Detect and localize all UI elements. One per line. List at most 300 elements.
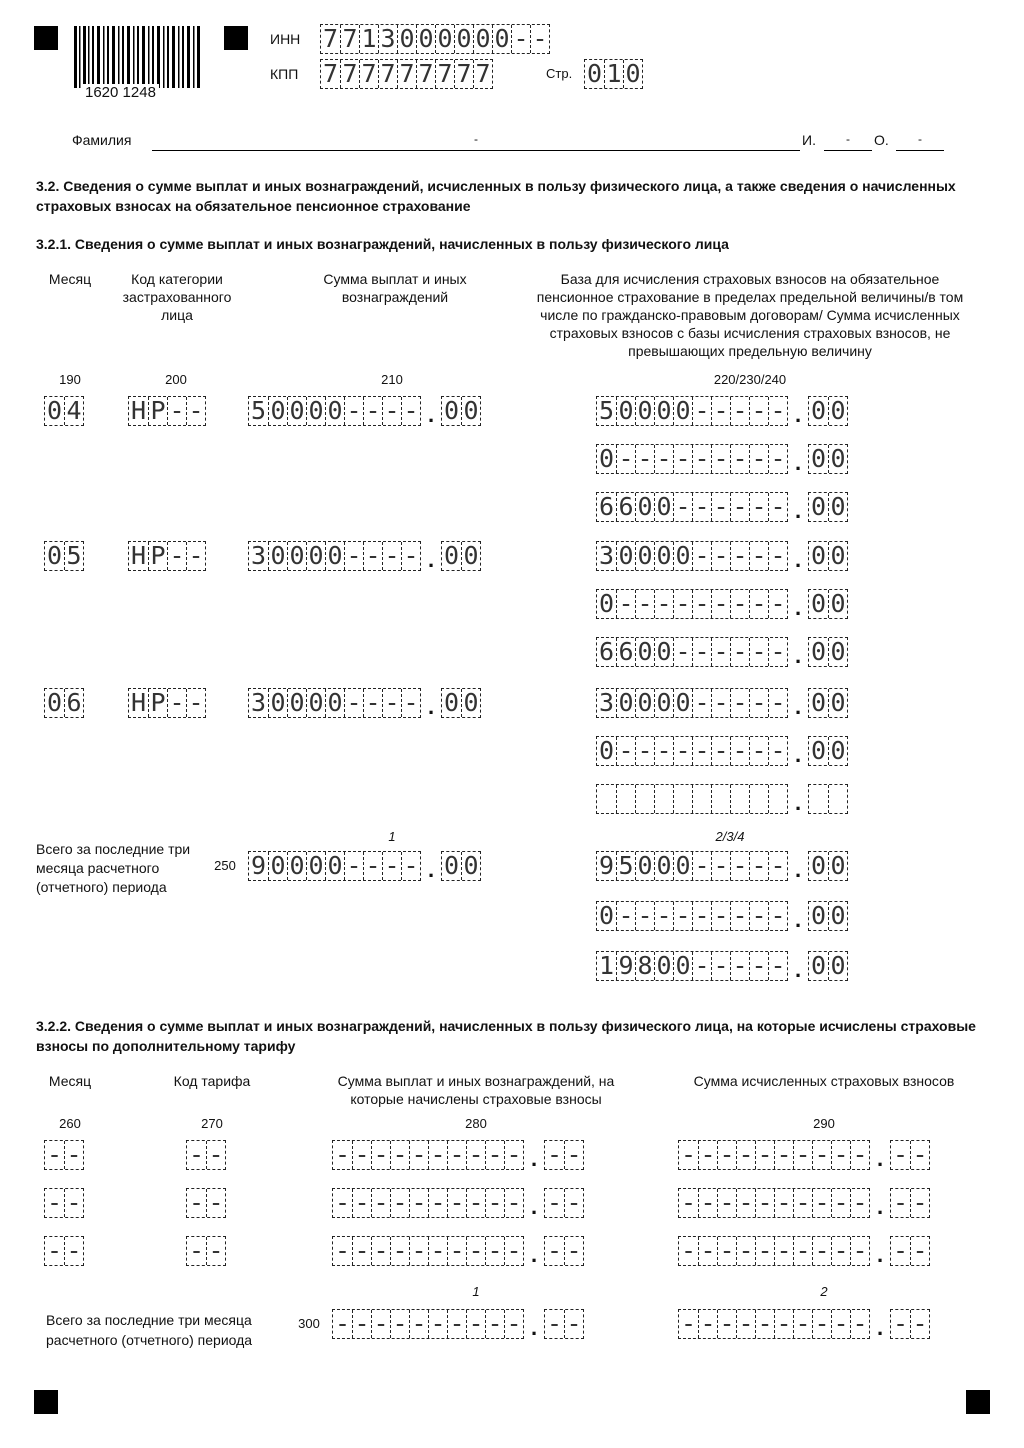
digit-cell[interactable]: - xyxy=(692,638,711,666)
initial-o-field[interactable]: - xyxy=(896,132,944,151)
digit-cell[interactable]: - xyxy=(673,493,692,521)
digit-cell[interactable]: - xyxy=(167,542,186,570)
add-tariff-month-field[interactable] xyxy=(44,1234,84,1266)
base-field-2[interactable] xyxy=(596,734,848,766)
digit-cell[interactable]: - xyxy=(46,1188,63,1217)
digit-cell[interactable]: - xyxy=(736,1141,755,1169)
digit-cell[interactable]: 0 xyxy=(306,397,325,425)
digit-cell[interactable]: - xyxy=(749,493,768,521)
month-field[interactable] xyxy=(44,539,84,571)
digit-cell[interactable]: 0 xyxy=(623,60,642,88)
digit-cell[interactable]: 0 xyxy=(810,851,827,880)
digit-cell[interactable]: - xyxy=(717,1237,736,1265)
digit-cell[interactable]: 0 xyxy=(492,25,511,53)
digit-cell[interactable] xyxy=(692,785,711,813)
digit-cell[interactable]: - xyxy=(692,493,711,521)
digit-cell[interactable]: Р xyxy=(148,542,167,570)
digit-cell[interactable]: 5 xyxy=(598,396,615,425)
digit-cell[interactable]: - xyxy=(793,1310,812,1338)
digit-cell[interactable]: - xyxy=(504,1310,523,1338)
contribution-sum-field[interactable] xyxy=(678,1234,930,1266)
digit-cell[interactable]: - xyxy=(892,1309,909,1338)
digit-cell[interactable]: - xyxy=(698,1237,717,1265)
base-field-3[interactable] xyxy=(596,635,848,667)
digit-cell[interactable]: - xyxy=(466,1237,485,1265)
digit-cell[interactable]: - xyxy=(382,852,401,880)
digit-cell[interactable]: - xyxy=(755,1310,774,1338)
digit-cell[interactable]: - xyxy=(831,1237,850,1265)
digit-cell[interactable]: - xyxy=(352,1237,371,1265)
digit-cell[interactable] xyxy=(616,785,635,813)
digit-cell[interactable]: - xyxy=(616,737,635,765)
digit-cell[interactable]: - xyxy=(749,542,768,570)
digit-cell[interactable]: - xyxy=(167,689,186,717)
digit-cell[interactable]: - xyxy=(717,1141,736,1169)
contribution-sum-field[interactable] xyxy=(678,1186,930,1218)
inn-field[interactable] xyxy=(320,22,550,54)
digit-cell[interactable]: 0 xyxy=(46,396,63,425)
digit-cell[interactable]: - xyxy=(363,852,382,880)
digit-cell[interactable]: 0 xyxy=(616,542,635,570)
digit-cell[interactable]: - xyxy=(64,1237,83,1265)
digit-cell[interactable]: - xyxy=(352,1310,371,1338)
digit-cell[interactable]: Р xyxy=(148,689,167,717)
digit-cell[interactable]: - xyxy=(892,1236,909,1265)
digit-cell[interactable]: - xyxy=(564,1237,583,1265)
digit-cell[interactable]: - xyxy=(711,493,730,521)
digit-cell[interactable]: 3 xyxy=(598,541,615,570)
digit-cell[interactable]: - xyxy=(910,1310,929,1338)
digit-cell[interactable]: 0 xyxy=(810,688,827,717)
digit-cell[interactable]: 0 xyxy=(397,25,416,53)
digit-cell[interactable]: - xyxy=(673,590,692,618)
digit-cell[interactable]: - xyxy=(730,445,749,473)
digit-cell[interactable]: - xyxy=(673,737,692,765)
digit-cell[interactable] xyxy=(635,785,654,813)
digit-cell[interactable]: 0 xyxy=(325,689,344,717)
digit-cell[interactable]: - xyxy=(774,1310,793,1338)
payment-sum-field[interactable] xyxy=(248,539,481,571)
digit-cell[interactable]: 0 xyxy=(473,25,492,53)
digit-cell[interactable]: 0 xyxy=(828,737,847,765)
digit-cell[interactable]: 7 xyxy=(359,60,378,88)
digit-cell[interactable]: - xyxy=(768,638,787,666)
digit-cell[interactable]: - xyxy=(831,1310,850,1338)
total-payment-sum-field[interactable] xyxy=(248,849,481,881)
digit-cell[interactable]: - xyxy=(711,542,730,570)
digit-cell[interactable]: 0 xyxy=(673,397,692,425)
total-base-field-3[interactable] xyxy=(596,949,848,981)
digit-cell[interactable]: - xyxy=(673,902,692,930)
digit-cell[interactable]: - xyxy=(812,1237,831,1265)
digit-cell[interactable]: - xyxy=(755,1237,774,1265)
digit-cell[interactable]: 0 xyxy=(828,542,847,570)
digit-cell[interactable]: - xyxy=(546,1140,563,1169)
digit-cell[interactable]: - xyxy=(749,397,768,425)
digit-cell[interactable]: - xyxy=(188,1236,205,1265)
digit-cell[interactable]: - xyxy=(64,1189,83,1217)
digit-cell[interactable]: - xyxy=(466,1141,485,1169)
digit-cell[interactable]: - xyxy=(616,902,635,930)
add-tariff-sum-field[interactable] xyxy=(332,1234,584,1266)
digit-cell[interactable]: 7 xyxy=(378,60,397,88)
add-tariff-month-field[interactable] xyxy=(44,1186,84,1218)
digit-cell[interactable]: - xyxy=(749,445,768,473)
digit-cell[interactable]: 0 xyxy=(810,901,827,930)
digit-cell[interactable]: - xyxy=(692,737,711,765)
digit-cell[interactable]: - xyxy=(698,1189,717,1217)
digit-cell[interactable]: - xyxy=(730,590,749,618)
digit-cell[interactable]: 0 xyxy=(287,397,306,425)
digit-cell[interactable]: - xyxy=(616,590,635,618)
digit-cell[interactable]: 9 xyxy=(616,952,635,980)
digit-cell[interactable]: - xyxy=(371,1237,390,1265)
contribution-sum-field[interactable] xyxy=(678,1138,930,1170)
digit-cell[interactable]: - xyxy=(363,397,382,425)
digit-cell[interactable] xyxy=(597,785,616,813)
digit-cell[interactable]: - xyxy=(635,902,654,930)
digit-cell[interactable]: 0 xyxy=(306,542,325,570)
digit-cell[interactable]: - xyxy=(654,445,673,473)
digit-cell[interactable]: - xyxy=(711,689,730,717)
digit-cell[interactable]: 4 xyxy=(64,397,83,425)
digit-cell[interactable]: 0 xyxy=(461,689,480,717)
total-base-field-1[interactable] xyxy=(596,849,848,881)
digit-cell[interactable]: - xyxy=(409,1237,428,1265)
digit-cell[interactable]: - xyxy=(401,852,420,880)
digit-cell[interactable]: - xyxy=(749,638,768,666)
digit-cell[interactable]: 7 xyxy=(435,60,454,88)
digit-cell[interactable]: 0 xyxy=(828,397,847,425)
digit-cell[interactable]: - xyxy=(774,1189,793,1217)
digit-cell[interactable] xyxy=(828,785,847,813)
total-add-tariff-sum-field[interactable] xyxy=(332,1307,584,1339)
digit-cell[interactable]: 0 xyxy=(810,396,827,425)
digit-cell[interactable]: - xyxy=(910,1189,929,1217)
tariff-code-field[interactable] xyxy=(186,1234,226,1266)
digit-cell[interactable]: 0 xyxy=(654,952,673,980)
digit-cell[interactable] xyxy=(730,785,749,813)
digit-cell[interactable]: - xyxy=(831,1189,850,1217)
digit-cell[interactable]: - xyxy=(711,852,730,880)
digit-cell[interactable]: - xyxy=(504,1189,523,1217)
digit-cell[interactable]: - xyxy=(692,397,711,425)
digit-cell[interactable]: 0 xyxy=(598,736,615,765)
base-field-3[interactable] xyxy=(596,490,848,522)
digit-cell[interactable]: - xyxy=(680,1188,697,1217)
digit-cell[interactable]: - xyxy=(749,737,768,765)
digit-cell[interactable]: - xyxy=(186,689,205,717)
digit-cell[interactable]: 7 xyxy=(322,24,339,53)
digit-cell[interactable]: - xyxy=(654,737,673,765)
digit-cell[interactable]: - xyxy=(749,590,768,618)
digit-cell[interactable]: - xyxy=(768,493,787,521)
digit-cell[interactable]: - xyxy=(188,1140,205,1169)
digit-cell[interactable]: - xyxy=(390,1310,409,1338)
digit-cell[interactable]: 0 xyxy=(673,852,692,880)
digit-cell[interactable]: - xyxy=(344,689,363,717)
add-tariff-sum-field[interactable] xyxy=(332,1138,584,1170)
digit-cell[interactable]: - xyxy=(692,902,711,930)
digit-cell[interactable]: Н xyxy=(130,541,147,570)
digit-cell[interactable]: - xyxy=(352,1141,371,1169)
digit-cell[interactable]: 0 xyxy=(828,445,847,473)
digit-cell[interactable]: 0 xyxy=(598,589,615,618)
digit-cell[interactable]: - xyxy=(768,902,787,930)
digit-cell[interactable]: - xyxy=(730,542,749,570)
digit-cell[interactable]: - xyxy=(564,1310,583,1338)
digit-cell[interactable]: 6 xyxy=(598,492,615,521)
digit-cell[interactable]: - xyxy=(188,1188,205,1217)
digit-cell[interactable]: - xyxy=(692,590,711,618)
digit-cell[interactable]: 7 xyxy=(322,59,339,88)
digit-cell[interactable]: 9 xyxy=(250,851,267,880)
digit-cell[interactable]: - xyxy=(428,1237,447,1265)
digit-cell[interactable]: 6 xyxy=(64,689,83,717)
digit-cell[interactable]: 1 xyxy=(598,951,615,980)
digit-cell[interactable]: 7 xyxy=(340,25,359,53)
digit-cell[interactable]: 0 xyxy=(810,637,827,666)
digit-cell[interactable]: 0 xyxy=(306,852,325,880)
digit-cell[interactable]: - xyxy=(546,1188,563,1217)
digit-cell[interactable]: - xyxy=(692,445,711,473)
digit-cell[interactable]: 0 xyxy=(635,638,654,666)
digit-cell[interactable]: 0 xyxy=(46,688,63,717)
digit-cell[interactable]: - xyxy=(730,397,749,425)
digit-cell[interactable]: - xyxy=(546,1309,563,1338)
digit-cell[interactable]: 0 xyxy=(635,493,654,521)
digit-cell[interactable]: 6 xyxy=(598,637,615,666)
digit-cell[interactable]: - xyxy=(352,1189,371,1217)
digit-cell[interactable]: - xyxy=(206,1189,225,1217)
digit-cell[interactable]: - xyxy=(654,590,673,618)
digit-cell[interactable]: - xyxy=(711,445,730,473)
digit-cell[interactable] xyxy=(768,785,787,813)
base-field-1[interactable] xyxy=(596,686,848,718)
digit-cell[interactable]: - xyxy=(635,445,654,473)
digit-cell[interactable]: - xyxy=(409,1141,428,1169)
digit-cell[interactable]: - xyxy=(390,1189,409,1217)
digit-cell[interactable]: - xyxy=(64,1141,83,1169)
digit-cell[interactable]: 0 xyxy=(325,852,344,880)
digit-cell[interactable]: - xyxy=(680,1309,697,1338)
digit-cell[interactable]: 8 xyxy=(635,952,654,980)
digit-cell[interactable]: - xyxy=(344,397,363,425)
tariff-code-field[interactable] xyxy=(186,1138,226,1170)
digit-cell[interactable]: 0 xyxy=(287,542,306,570)
digit-cell[interactable]: 0 xyxy=(828,590,847,618)
digit-cell[interactable]: - xyxy=(768,952,787,980)
total-base-field-2[interactable] xyxy=(596,899,848,931)
digit-cell[interactable]: - xyxy=(768,852,787,880)
digit-cell[interactable]: 0 xyxy=(810,589,827,618)
surname-field[interactable]: - xyxy=(152,132,800,151)
digit-cell[interactable]: 0 xyxy=(654,689,673,717)
digit-cell[interactable]: - xyxy=(344,542,363,570)
digit-cell[interactable]: - xyxy=(401,397,420,425)
digit-cell[interactable]: - xyxy=(334,1140,351,1169)
digit-cell[interactable]: - xyxy=(680,1140,697,1169)
digit-cell[interactable]: - xyxy=(910,1141,929,1169)
digit-cell[interactable]: - xyxy=(850,1237,869,1265)
digit-cell[interactable] xyxy=(711,785,730,813)
digit-cell[interactable]: - xyxy=(730,689,749,717)
digit-cell[interactable]: - xyxy=(730,737,749,765)
digit-cell[interactable]: 3 xyxy=(250,688,267,717)
digit-cell[interactable]: - xyxy=(850,1310,869,1338)
digit-cell[interactable]: - xyxy=(409,1310,428,1338)
digit-cell[interactable]: 6 xyxy=(616,638,635,666)
digit-cell[interactable]: 0 xyxy=(416,25,435,53)
digit-cell[interactable]: 1 xyxy=(604,60,623,88)
digit-cell[interactable]: 0 xyxy=(828,852,847,880)
digit-cell[interactable]: 0 xyxy=(828,952,847,980)
digit-cell[interactable]: - xyxy=(831,1141,850,1169)
category-code-field[interactable] xyxy=(128,539,206,571)
digit-cell[interactable]: - xyxy=(711,590,730,618)
digit-cell[interactable]: 0 xyxy=(598,901,615,930)
digit-cell[interactable] xyxy=(749,785,768,813)
digit-cell[interactable]: 0 xyxy=(454,25,473,53)
digit-cell[interactable]: 0 xyxy=(443,396,460,425)
total-contribution-sum-field[interactable] xyxy=(678,1307,930,1339)
tariff-code-field[interactable] xyxy=(186,1186,226,1218)
digit-cell[interactable]: - xyxy=(711,737,730,765)
digit-cell[interactable]: - xyxy=(673,445,692,473)
digit-cell[interactable]: 0 xyxy=(828,638,847,666)
digit-cell[interactable]: - xyxy=(485,1141,504,1169)
digit-cell[interactable]: - xyxy=(812,1310,831,1338)
digit-cell[interactable]: - xyxy=(768,445,787,473)
digit-cell[interactable]: - xyxy=(564,1189,583,1217)
digit-cell[interactable]: 0 xyxy=(287,689,306,717)
digit-cell[interactable]: 0 xyxy=(810,444,827,473)
digit-cell[interactable]: - xyxy=(447,1141,466,1169)
digit-cell[interactable]: 0 xyxy=(268,542,287,570)
digit-cell[interactable]: - xyxy=(616,445,635,473)
page-number-field[interactable] xyxy=(584,57,643,89)
digit-cell[interactable]: - xyxy=(466,1189,485,1217)
add-tariff-sum-field[interactable] xyxy=(332,1186,584,1218)
digit-cell[interactable]: - xyxy=(755,1189,774,1217)
digit-cell[interactable]: - xyxy=(711,902,730,930)
digit-cell[interactable]: - xyxy=(206,1141,225,1169)
digit-cell[interactable]: - xyxy=(466,1310,485,1338)
digit-cell[interactable]: 0 xyxy=(616,397,635,425)
digit-cell[interactable]: - xyxy=(409,1189,428,1217)
digit-cell[interactable]: - xyxy=(504,1141,523,1169)
digit-cell[interactable]: - xyxy=(680,1236,697,1265)
digit-cell[interactable]: 1 xyxy=(359,25,378,53)
digit-cell[interactable]: - xyxy=(793,1141,812,1169)
digit-cell[interactable]: 0 xyxy=(616,689,635,717)
digit-cell[interactable]: - xyxy=(749,852,768,880)
digit-cell[interactable]: 0 xyxy=(635,689,654,717)
digit-cell[interactable] xyxy=(809,785,828,813)
digit-cell[interactable]: 0 xyxy=(586,59,603,88)
digit-cell[interactable]: - xyxy=(654,902,673,930)
digit-cell[interactable]: - xyxy=(546,1236,563,1265)
digit-cell[interactable]: 9 xyxy=(598,851,615,880)
digit-cell[interactable]: 0 xyxy=(268,852,287,880)
payment-sum-field[interactable] xyxy=(248,686,481,718)
initial-i-field[interactable]: - xyxy=(824,132,872,151)
digit-cell[interactable]: 0 xyxy=(828,902,847,930)
digit-cell[interactable]: 3 xyxy=(378,25,397,53)
digit-cell[interactable]: 0 xyxy=(673,952,692,980)
digit-cell[interactable]: - xyxy=(768,737,787,765)
digit-cell[interactable]: - xyxy=(768,689,787,717)
category-code-field[interactable] xyxy=(128,686,206,718)
digit-cell[interactable]: - xyxy=(692,952,711,980)
digit-cell[interactable]: - xyxy=(186,397,205,425)
digit-cell[interactable]: - xyxy=(850,1189,869,1217)
digit-cell[interactable]: 0 xyxy=(654,542,673,570)
base-field-3[interactable] xyxy=(596,782,848,814)
digit-cell[interactable]: - xyxy=(774,1141,793,1169)
digit-cell[interactable]: - xyxy=(812,1141,831,1169)
digit-cell[interactable]: - xyxy=(401,542,420,570)
digit-cell[interactable]: - xyxy=(363,689,382,717)
digit-cell[interactable]: - xyxy=(793,1189,812,1217)
digit-cell[interactable]: - xyxy=(768,590,787,618)
digit-cell[interactable]: 0 xyxy=(810,492,827,521)
digit-cell[interactable]: - xyxy=(768,542,787,570)
digit-cell[interactable]: - xyxy=(730,902,749,930)
digit-cell[interactable]: 0 xyxy=(673,542,692,570)
digit-cell[interactable]: - xyxy=(530,25,549,53)
digit-cell[interactable]: - xyxy=(382,397,401,425)
digit-cell[interactable]: - xyxy=(717,1310,736,1338)
digit-cell[interactable]: 3 xyxy=(598,688,615,717)
digit-cell[interactable]: - xyxy=(730,638,749,666)
digit-cell[interactable]: - xyxy=(698,1310,717,1338)
digit-cell[interactable]: - xyxy=(692,852,711,880)
digit-cell[interactable]: - xyxy=(428,1189,447,1217)
digit-cell[interactable]: 7 xyxy=(397,60,416,88)
digit-cell[interactable]: 0 xyxy=(598,444,615,473)
digit-cell[interactable]: - xyxy=(755,1141,774,1169)
digit-cell[interactable]: 0 xyxy=(461,852,480,880)
digit-cell[interactable]: Н xyxy=(130,396,147,425)
digit-cell[interactable]: - xyxy=(768,397,787,425)
digit-cell[interactable]: - xyxy=(635,737,654,765)
digit-cell[interactable]: - xyxy=(371,1310,390,1338)
digit-cell[interactable]: 7 xyxy=(473,60,492,88)
digit-cell[interactable]: 0 xyxy=(461,397,480,425)
base-field-1[interactable] xyxy=(596,394,848,426)
digit-cell[interactable]: - xyxy=(485,1189,504,1217)
digit-cell[interactable]: - xyxy=(711,638,730,666)
digit-cell[interactable]: 6 xyxy=(616,493,635,521)
digit-cell[interactable]: 0 xyxy=(443,688,460,717)
digit-cell[interactable]: - xyxy=(344,852,363,880)
kpp-field[interactable] xyxy=(320,57,493,89)
digit-cell[interactable]: 0 xyxy=(828,689,847,717)
digit-cell[interactable]: 0 xyxy=(635,397,654,425)
digit-cell[interactable]: 0 xyxy=(435,25,454,53)
digit-cell[interactable]: 0 xyxy=(654,493,673,521)
digit-cell[interactable]: - xyxy=(428,1141,447,1169)
digit-cell[interactable]: - xyxy=(206,1237,225,1265)
digit-cell[interactable]: - xyxy=(504,1237,523,1265)
digit-cell[interactable]: - xyxy=(186,542,205,570)
digit-cell[interactable]: 0 xyxy=(828,493,847,521)
digit-cell[interactable]: 0 xyxy=(810,541,827,570)
digit-cell[interactable]: 7 xyxy=(416,60,435,88)
digit-cell[interactable]: - xyxy=(485,1237,504,1265)
month-field[interactable] xyxy=(44,686,84,718)
